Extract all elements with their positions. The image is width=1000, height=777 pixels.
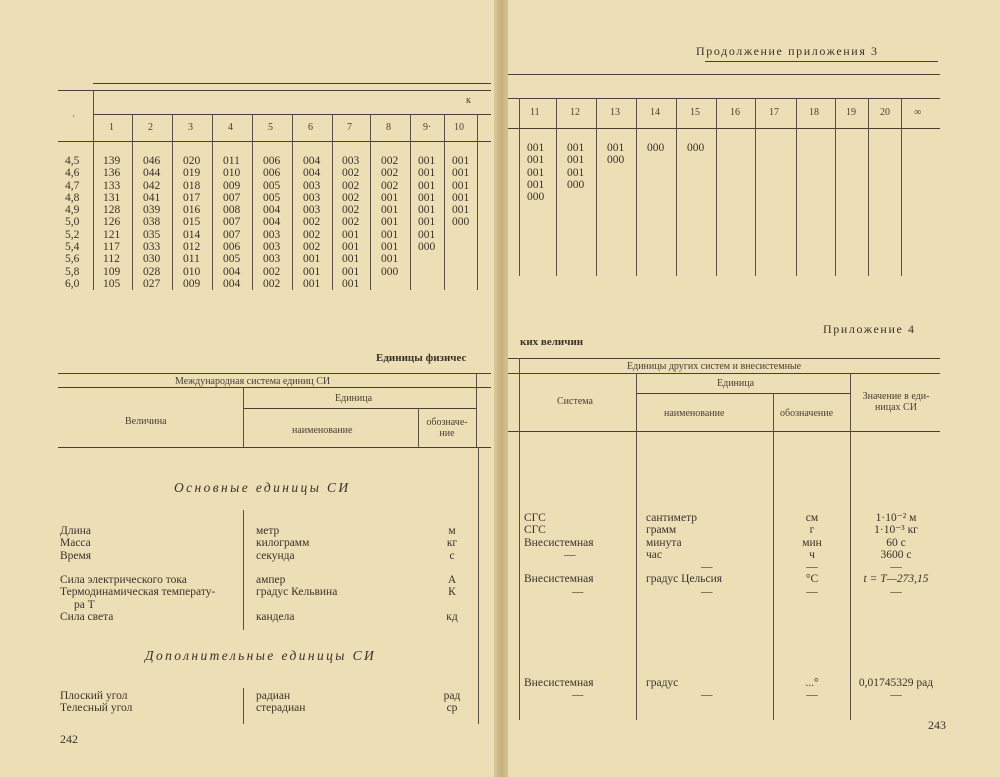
table-cell: 112 — [103, 253, 120, 266]
block2-values — [853, 677, 939, 702]
table-cell: 000 — [647, 142, 665, 154]
book-gutter — [494, 0, 508, 777]
si-unit-header: Единица — [335, 393, 373, 404]
table-cell: 004 — [263, 216, 281, 229]
units-title-left: Единицы физичес — [376, 352, 467, 364]
k2-column — [143, 155, 160, 290]
table-cell: 001 — [381, 216, 399, 229]
table-cell: 001 — [381, 204, 399, 217]
table-cell: 006 — [223, 241, 241, 254]
si-quantity-header: Величина — [125, 416, 167, 427]
table-cell: 005 — [263, 179, 281, 192]
table-cell: 000 — [607, 154, 625, 167]
table-cell: 002 — [263, 277, 281, 290]
table-cell: 004 — [223, 277, 241, 290]
table-cell: 002 — [381, 155, 399, 167]
quantity-cell — [60, 562, 215, 574]
other-system-header: Система — [557, 396, 593, 407]
table-cell: 001 — [418, 179, 436, 192]
unit-name-cell: — — [701, 561, 713, 574]
table-cell: 001 — [381, 191, 399, 204]
other-heading: Единицы других систем и внесистемные — [627, 361, 802, 372]
table-cell: 001 — [418, 191, 436, 204]
block2-names — [646, 677, 713, 702]
continuation-title: Продолжение приложения 3 — [696, 44, 879, 58]
table-cell: 001 — [452, 167, 470, 180]
table-cell: 012 — [183, 241, 201, 254]
si-heading: Международная система единиц СИ — [175, 376, 331, 387]
table-cell: 002 — [303, 228, 321, 241]
table-cell: 007 — [223, 216, 241, 229]
table-cell: 5,4 — [65, 241, 80, 254]
table-cell: 4,8 — [65, 191, 80, 204]
table-cell: 002 — [342, 179, 360, 192]
unit-symbol-cell: ...° — [805, 677, 819, 689]
table-cell: 001 — [381, 241, 399, 254]
unit-symbol-cell: рад — [443, 690, 461, 702]
table-cell: 126 — [103, 216, 121, 229]
block1-systems — [524, 512, 594, 598]
table-cell: 020 — [183, 155, 201, 167]
k7-column — [342, 155, 359, 290]
table-cell: 028 — [143, 265, 161, 278]
other-value-header: Значение в еди- ницах СИ — [862, 391, 930, 413]
table-cell: 003 — [303, 191, 321, 204]
si-value-cell: t = T—273,15 — [863, 573, 929, 586]
table-cell: 007 — [223, 228, 241, 241]
k14-column — [647, 142, 664, 154]
col-header: 15 — [690, 107, 700, 118]
table-cell: 001 — [452, 155, 470, 167]
other-unit-header: Единица — [717, 378, 755, 389]
table-cell: 010 — [223, 167, 241, 180]
table-cell: 002 — [303, 216, 321, 229]
si-value-cell: — — [890, 585, 902, 598]
table-cell: 001 — [418, 204, 436, 217]
additional-symbols — [436, 690, 468, 715]
table-cell: 001 — [418, 167, 436, 180]
table-cell: 121 — [103, 228, 121, 241]
quantity-cell: Масса — [60, 537, 91, 550]
unit-name-cell — [256, 562, 337, 574]
unit-symbol-cell: м — [448, 525, 456, 537]
unit-symbol-cell: с — [449, 549, 455, 562]
table-cell: 001 — [303, 253, 321, 266]
table-cell: 003 — [263, 241, 281, 254]
table-cell: 001 — [567, 142, 585, 154]
unit-symbol-cell: — — [806, 585, 818, 598]
unit-symbol-cell: кд — [446, 611, 458, 624]
table-cell: 003 — [263, 253, 281, 266]
table-cell: 5,8 — [65, 265, 80, 278]
table-cell: 009 — [183, 277, 201, 290]
unit-name-cell: секунда — [256, 549, 295, 562]
table-cell: 008 — [223, 204, 241, 217]
table-cell: 002 — [381, 179, 399, 192]
table-cell: 002 — [303, 241, 321, 254]
table-cell: 000 — [527, 191, 545, 204]
table-cell: 030 — [143, 253, 161, 266]
table-cell: 015 — [183, 216, 201, 229]
table-cell: 001 — [527, 154, 545, 167]
table-cell: 001 — [452, 191, 470, 204]
unit-symbol-cell: см — [805, 512, 819, 524]
table-cell: 038 — [143, 216, 161, 229]
table-cell: 005 — [223, 253, 241, 266]
table-cell: 5,2 — [65, 228, 80, 241]
basic-units-heading: Основные единицы СИ — [174, 480, 351, 495]
table-cell: 001 — [452, 204, 470, 217]
table-cell: 004 — [303, 155, 321, 167]
table-cell: 117 — [103, 241, 120, 254]
table-cell: 035 — [143, 228, 161, 241]
unit-name-cell: килограмм — [256, 537, 310, 550]
system-cell: — — [572, 585, 584, 598]
col-header: 2 — [148, 122, 153, 133]
table-cell: 136 — [103, 167, 121, 180]
table-cell: 033 — [143, 241, 161, 254]
table-cell: 001 — [381, 253, 399, 266]
units-title-right: ких величин — [520, 336, 584, 348]
table-cell: 001 — [381, 228, 399, 241]
table-cell: 001 — [567, 154, 585, 167]
col-header: 12 — [570, 107, 580, 118]
table-cell: 004 — [303, 167, 321, 180]
table-cell: 001 — [342, 265, 360, 278]
si-value-cell: 0,01745329 рад — [858, 677, 934, 689]
quantity-cell: Термодинамическая температу- — [60, 586, 216, 599]
unit-symbol-cell: °С — [805, 573, 819, 586]
si-symbol-header: обозначе- ние — [426, 417, 468, 439]
table-cell: 4,5 — [65, 155, 80, 167]
table-header-bottom-rule — [58, 141, 491, 142]
system-cell: Внесистемная — [524, 573, 594, 586]
table-cell: 044 — [143, 167, 161, 180]
table-cell: 001 — [418, 228, 436, 241]
unit-symbol-cell: мин — [802, 536, 822, 549]
si-value-cell: 1·10⁻³ кг — [874, 524, 918, 537]
quantity-cell: Плоский угол — [60, 690, 128, 702]
col-header: 18 — [809, 107, 819, 118]
col-header: 13 — [610, 107, 620, 118]
k5-column — [263, 155, 280, 290]
table-cell: 042 — [143, 179, 161, 192]
table-cell: 011 — [223, 155, 240, 167]
unit-name-cell: час — [646, 548, 662, 561]
table-cell: 016 — [183, 204, 201, 217]
table-cell: 128 — [103, 204, 121, 217]
quantity-cell: Длина — [60, 525, 91, 537]
si-name-header: наименование — [292, 425, 353, 436]
table-cell: 002 — [342, 191, 360, 204]
block1-names — [646, 512, 722, 598]
table-cell: 006 — [263, 155, 281, 167]
table-cell: 011 — [183, 253, 200, 266]
quantity-cell: Сила электрического тока — [60, 574, 187, 587]
unit-name-cell: ампер — [256, 574, 286, 587]
basic-quantities — [60, 525, 215, 623]
k10-column — [452, 155, 469, 229]
table-cell: 5,6 — [65, 253, 80, 266]
table-cell: 002 — [381, 167, 399, 180]
table-cell: 4,9 — [65, 204, 80, 217]
unit-symbol-cell: ч — [809, 548, 815, 561]
col-header: 9· — [423, 122, 432, 133]
table-cell: 003 — [263, 228, 281, 241]
k6-column — [303, 155, 320, 290]
unit-symbol-cell: К — [448, 586, 456, 599]
unit-name-cell: — — [701, 689, 713, 702]
table-cell: 004 — [263, 204, 281, 217]
col-header: 17 — [769, 107, 779, 118]
table-cell: 017 — [183, 191, 201, 204]
basic-names — [256, 525, 337, 623]
col-header: 20 — [880, 107, 890, 118]
col-header: 3 — [188, 122, 193, 133]
table-cell: 010 — [183, 265, 201, 278]
unit-symbol-cell: кг — [446, 537, 458, 550]
table-cell: 041 — [143, 191, 161, 204]
unit-name-cell: грамм — [646, 524, 677, 537]
table-cell: 001 — [607, 142, 625, 154]
k3-column — [183, 155, 200, 290]
col-header: 1 — [109, 122, 114, 133]
other-name-header: наименование — [664, 408, 725, 419]
col-header: 16 — [730, 107, 740, 118]
k1-column — [103, 155, 120, 290]
si-value-cell: 60 с — [886, 536, 906, 549]
table-cell: 001 — [342, 241, 360, 254]
table-cell: 009 — [223, 179, 241, 192]
additional-quantities — [60, 690, 132, 715]
table-cell: 000 — [381, 265, 399, 278]
k8-column — [381, 155, 398, 278]
table-cell: 001 — [342, 277, 360, 290]
k4-column — [223, 155, 240, 290]
table-cell: 003 — [303, 204, 321, 217]
table-cell: 000 — [418, 241, 436, 254]
table-cell: 133 — [103, 179, 121, 192]
x-values-column — [65, 155, 79, 290]
system-cell: Внесистемная — [524, 536, 594, 549]
table-cell: 002 — [342, 204, 360, 217]
col-header: 6 — [308, 122, 313, 133]
other-symbol-header: обозначение — [780, 408, 834, 419]
si-value-cell: — — [890, 561, 902, 574]
si-value-cell: — — [890, 689, 902, 702]
unit-name-cell: — — [701, 585, 713, 598]
k13-column — [607, 142, 624, 167]
table-cell: 001 — [418, 155, 436, 167]
table-cell: 018 — [183, 179, 201, 192]
k12-column — [567, 142, 584, 191]
table-cell: 001 — [418, 216, 436, 229]
table-cell: 027 — [143, 277, 161, 290]
table-cell: 003 — [303, 179, 321, 192]
k11-column — [527, 142, 544, 203]
table-cell: 002 — [263, 265, 281, 278]
basic-symbols — [438, 525, 466, 623]
table-cell: 014 — [183, 228, 201, 241]
table-cell: 019 — [183, 167, 201, 180]
header-mark: · — [72, 112, 76, 122]
system-cell — [524, 561, 594, 573]
unit-name-cell: метр — [256, 525, 280, 537]
table-cell: 109 — [103, 265, 121, 278]
table-cell: 4,6 — [65, 167, 80, 180]
table-cell: 001 — [567, 166, 585, 179]
col-header: 7 — [347, 122, 352, 133]
table-cell: 5,0 — [65, 216, 80, 229]
table-cell: 000 — [452, 216, 470, 229]
page-number-left: 242 — [60, 732, 78, 746]
unit-symbol-cell: — — [806, 689, 818, 702]
col-header: 11 — [530, 107, 540, 118]
table-cell: 131 — [103, 191, 121, 204]
appendix-title: Приложение 4 — [823, 322, 916, 336]
system-cell: — — [564, 548, 576, 561]
unit-symbol-cell: г — [809, 524, 815, 537]
additional-units-heading: Дополнительные единицы СИ — [145, 648, 377, 663]
page-number-right: 243 — [928, 718, 946, 732]
table-cell: 039 — [143, 204, 161, 217]
unit-name-cell: стерадиан — [256, 702, 306, 715]
table-top-rule — [93, 83, 491, 84]
system-cell: Внесистемная — [524, 677, 594, 689]
col-header: 8 — [386, 122, 391, 133]
unit-name-cell: минута — [646, 536, 682, 549]
unit-name-cell: кандела — [256, 611, 295, 624]
table-cell: 001 — [527, 178, 545, 191]
table-cell: 001 — [527, 166, 545, 179]
unit-symbol-cell: ср — [446, 702, 458, 715]
table-cell: 005 — [263, 191, 281, 204]
unit-name-cell: градус Цельсия — [646, 573, 723, 586]
table-cell: 105 — [103, 277, 121, 290]
k-label: к — [466, 95, 471, 106]
block1-symbols — [783, 512, 841, 598]
si-value-cell: 3600 с — [880, 548, 912, 561]
quantity-cell: Телесный угол — [60, 702, 133, 715]
col-header: 5 — [268, 122, 273, 133]
unit-name-cell: сантиметр — [646, 512, 697, 524]
table-cell: 004 — [223, 265, 241, 278]
table-top-rule-2 — [58, 90, 491, 91]
unit-name-cell: градус — [646, 677, 679, 689]
quantity-cell: Сила света — [60, 611, 114, 624]
table-cell: 6,0 — [65, 277, 80, 290]
table-cell: 4,7 — [65, 179, 80, 192]
table-cell: 139 — [103, 155, 121, 167]
unit-name-cell: радиан — [256, 690, 291, 702]
table-cell: 000 — [687, 142, 705, 154]
table-cell: 006 — [263, 167, 281, 180]
col-header: 4 — [228, 122, 233, 133]
quantity-cell: ра T — [74, 598, 95, 611]
quantity-cell: Время — [60, 549, 92, 562]
system-cell: СГС — [524, 524, 546, 537]
table-cell: 001 — [342, 228, 360, 241]
table-cell: 002 — [342, 167, 360, 180]
unit-name-cell — [256, 599, 337, 611]
block2-symbols — [783, 677, 841, 702]
system-cell: — — [572, 689, 584, 702]
col-header: 10 — [454, 122, 464, 133]
unit-symbol-cell: А — [447, 574, 457, 587]
block2-systems — [524, 677, 594, 702]
col-header: ∞ — [914, 107, 922, 118]
unit-symbol-cell: — — [806, 561, 818, 574]
additional-names — [256, 690, 305, 715]
table-cell: 001 — [303, 265, 321, 278]
k15-column — [687, 142, 704, 154]
col-header: 19 — [846, 107, 856, 118]
col-header: 14 — [650, 107, 660, 118]
table-cell: 001 — [342, 253, 360, 266]
k9-column — [418, 155, 435, 253]
si-value-cell: 1·10⁻² м — [875, 512, 917, 524]
table-cell: 007 — [223, 191, 241, 204]
block1-values — [853, 512, 939, 598]
table-cell: 000 — [567, 178, 585, 191]
table-cell: 046 — [143, 155, 161, 167]
system-cell: СГС — [524, 512, 546, 524]
table-cell: 001 — [452, 179, 470, 192]
table-cell: 002 — [342, 216, 360, 229]
unit-name-cell: градус Кельвина — [256, 586, 338, 599]
table-cell: 001 — [527, 142, 545, 154]
table-cell: 003 — [342, 155, 360, 167]
table-cell: 001 — [303, 277, 321, 290]
